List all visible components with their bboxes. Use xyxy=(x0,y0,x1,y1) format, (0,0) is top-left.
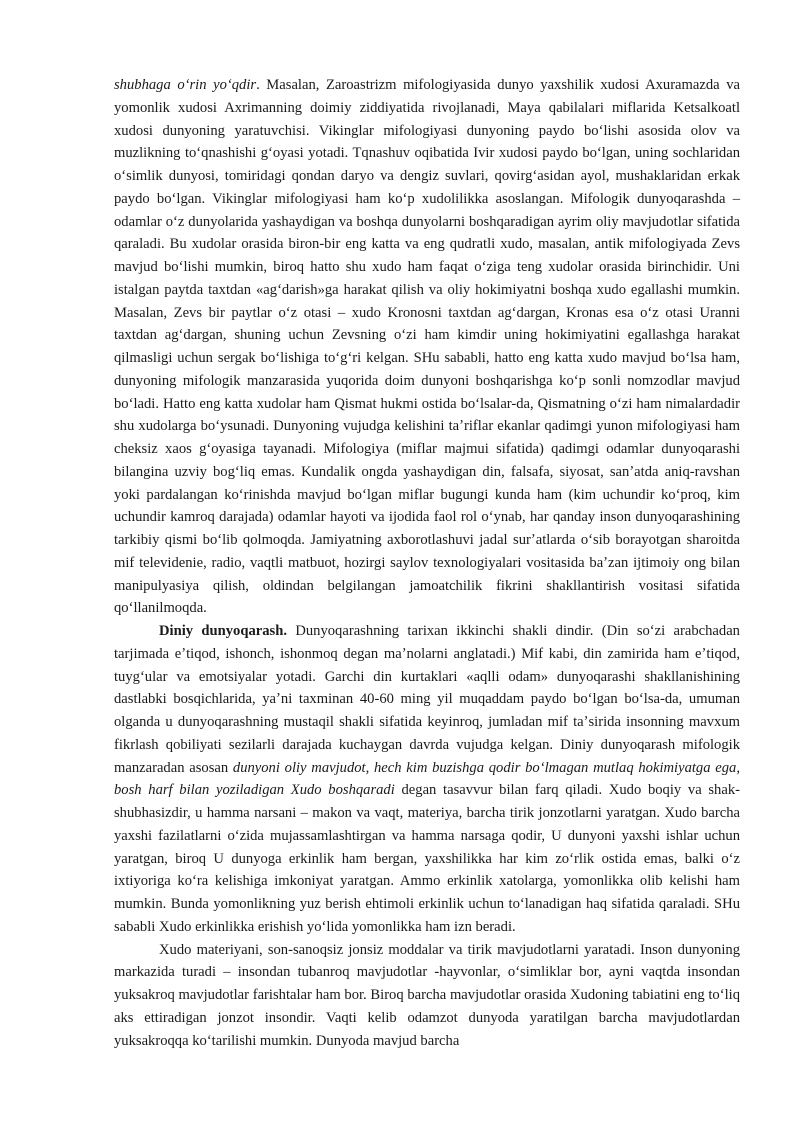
text-run-italic: shubhaga oʻrin yoʻqdir xyxy=(114,77,257,93)
section-heading-religious-worldview: Diniy dunyoqarash. xyxy=(159,623,287,639)
paragraph-god-creates-matter xyxy=(114,939,740,1053)
paragraph-mythology xyxy=(114,74,740,620)
paragraph-religious-worldview xyxy=(114,620,740,939)
text-run: Xudo materiyani, son-sanoqsiz jonsiz moddalar va tirik mavjudotlarni yaratadi. Inson dunyoning markazida turadi – insondan tubanroq mavjudotlar -hayvonlar, oʻsimliklar bor, ayni vaqtda insondan yuksakroq mavjudotlar farishtalar ham bor. Biroq barcha mavjudotlar orasida Xudoning tabiatini eng toʻliq aks ettiradigan jonzot insondir. Vaqti kelib odamzot dunyoda yaratilgan barcha mavjudotlardan yuksakroqqa koʻtarilishi mumkin. Dunyoda mavjud barcha xyxy=(114,941,740,1049)
document-page xyxy=(114,74,740,1052)
text-run: . Masalan, Zaroastrizm mifologiyasida dunyo yaxshilik xudosi Axuramazda va yomonlik xudosi Axrimanning doimiy ziddiyatida rivojlanadi, Maya qabilalari miflarida Ketsalkoatl xudosi dunyoning yaratuvchisi. Vikinglar mifologiyasi dunyoning paydo boʻlishi asosida olov va muzlikning toʻqnashishi gʻoyasi yotadi. Tqnashuv oqibatida Ivir xudosi paydo boʻlgan, uning sochlaridan oʻsimlik dunyosi, tomiridagi qondan daryo va dengiz suvlari, qovirgʻasidan ayol, mushaklaridan erkak paydo boʻlgan. Vikinglar mifologiyasi ham koʻp xudolilikka asoslangan. Mifologik dunyoqarashda – odamlar oʻz dunyolarida yashaydigan va boshqa dunyolarni boshqaradigan ayrim oliy mavjudotlar sifatida qaraladi. Bu xudolar orasida biron-bir eng katta va eng qudratli xudo, masalan, antik mifologiyada Zevs mavjud boʻlishi mumkin, biroq hatto shu xudo ham faqat oʻziga teng xudolar orasida birinchidir. Uni istalgan paytda taxtdan «agʻdarish»ga harakat qilish va oliy hokimiyatni boshqa xudo egallashi mumkin. Masalan, Zevs bir paytlar oʻz otasi – xudo Kronosni taxtdan agʻdargan, Kronas esa oʻz otasi Uranni taxtdan agʻdargan, shuning uchun Zevsning oʻzi ham kimdir uning hokimiyatini egallashga harakat qilmasligi uchun sergak boʻlishiga toʻgʻri kelgan. SHu sababli, hatto eng katta xudo mavjud boʻlsa ham, dunyoning mifologik manzarasida yuqorida doim dunyoni boshqarishga koʻp sonli nomzodlar mavjud boʻladi. Hatto eng katta xudolar ham Qismat hukmi ostida boʻlsalar-da, Qismatning oʻzi ham nimalardadir shu xudolarga boʻysunadi. Dunyoning vujudga kelishini taʼriflar ekanlar qadimgi yunon mifologiyasi ham cheksiz xaos gʻoyasiga tayanadi. Mifologiya (miflar majmui sifatida) qadimgi odamlar dunyoqarashi bilangina uzviy bogʻliq emas. Kundalik ongda yashaydigan din, falsafa, siyosat, sanʼatda aniq-ravshan yoki pardalangan koʻrinishda mavjud boʻlgan miflar bugungi kunda ham (kim uchundir koʻproq, kim uchundir kamroq darajada) odamlar hayoti va ijodida faol rol oʻynab, har qanday inson dunyoqarashining tarkibiy qismi boʻlib qolmoqda. Jamiyatning axborotlashuvi jadal surʼatlarda oʻsib borayotgan sharoitda mif televidenie, radio, vaqtli matbuot, hozirgi saylov texnologiyalari vositasida baʼzan ijtimoiy ong bilan manipulyasiya qilish, oldindan belgilangan jamoatchilik fikrini shakllantirish vositasi sifatida qoʻllanilmoqda. xyxy=(114,77,740,617)
text-run: degan tasavvur bilan farq qiladi. Xudo boqiy va shak-shubhasizdir, u hamma narsani – makon va vaqt, materiya, barcha tirik jonzotlarni yaratgan. Xudo barcha yaxshi fazilatlarni oʻzida mujassamlashtirgan va hamma narsaga qodir, U dunyoni yaxshi ishlar uchun yaratgan, biroq U dunyoga erkinlik ham bergan, yaxshilikka har kim zoʻrlik ostida emas, balki oʻz ixtiyoriga koʻra kelishiga imkoniyat yaratgan. Ammo erkinlik xatolarga, yomonlikka olib kelishi ham mumkin. Bunda yomonlikning yuz berish ehtimoli erkinlik uchun toʻlanadigan haq sifatida qaraladi. SHu sababli Xudo erkinlikka erishish yoʻlida yomonlikka ham izn beradi. xyxy=(114,782,740,935)
text-run-italic: dunyoni oliy mavjudot, hech kim buzishga qodir boʻlmagan mutlaq hokimiyatga ega, bosh harf bilan yoziladigan Xudo boshqaradi xyxy=(114,759,740,799)
text-run: Dunyoqarashning tarixan ikkinchi shakli dindir. (Din soʻzi arabchadan tarjimada eʼtiqod, ishonch, ishonmoq degan maʼnolarni anglatadi.) Mif kabi, din zamirida ham eʼtiqod, tuygʻular va emotsiyalar yotadi. Garchi din kurtaklari «aqlli odam» dunyoqarashi shakllanishining dastlabki bosqichlarida, yaʼni taxminan 40-60 ming yil muqaddam paydo boʻlgan boʻlsa-da, umuman olganda u dunyoqarashning mustaqil shakli sifatida keyinroq, jumladan mif taʼsirida insonning mavxum fikrlash qobiliyati sezilarli darajada kuchaygan davrda vujudga kelgan. Diniy dunyoqarash mifologik manzaradan asosan xyxy=(114,623,740,776)
